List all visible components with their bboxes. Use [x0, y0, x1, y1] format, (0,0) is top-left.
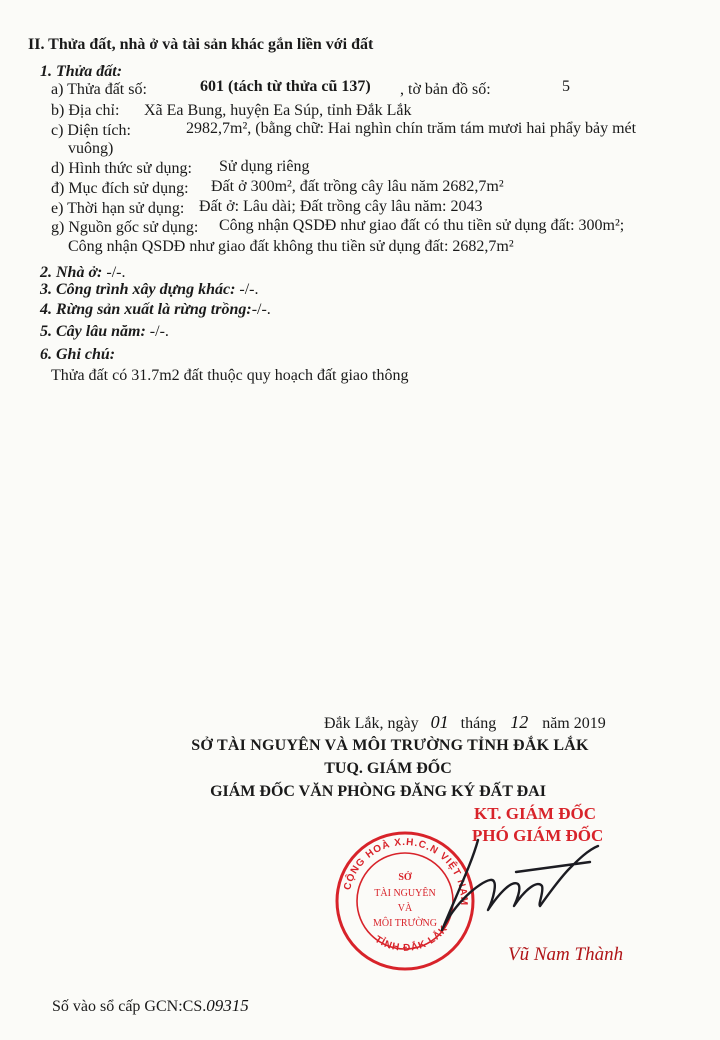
item-forest-label: 4. Rừng sản xuất là rừng trồng: — [40, 301, 252, 318]
item-other-works — [40, 280, 259, 300]
area-value-line2: vuông) — [68, 140, 114, 157]
note-text: Thửa đất có 31.7m2 đất thuộc quy hoạch đất giao thông — [51, 367, 409, 384]
seal-bottom-text: TỈNH ĐẮK LẮK — [372, 923, 451, 954]
parcel-label: a) Thửa đất số: — [51, 81, 147, 98]
item-other-works-value: -/-. — [235, 281, 259, 298]
term-value: Đất ở: Lâu dài; Đất trồng cây lâu năm: 2043 — [199, 198, 483, 215]
item-house-label: 2. Nhà ở: — [40, 264, 103, 281]
place-date — [324, 712, 606, 734]
purpose-value: Đất ở 300m², đất trồng cây lâu năm 2682,7m² — [211, 178, 504, 195]
month-label: tháng — [460, 715, 497, 732]
item-perennial-label: 5. Cây lâu năm: — [40, 323, 146, 340]
usage-form-label: d) Hình thức sử dụng: — [51, 160, 192, 177]
map-label: , tờ bản đồ số: — [400, 81, 491, 98]
item-other-works-label: 3. Công trình xây dựng khác: — [40, 281, 236, 298]
address-value: Xã Ea Bung, huyện Ea Súp, tỉnh Đắk Lắk — [144, 102, 412, 119]
registry-label: Số vào sổ cấp GCN:CS. — [52, 998, 207, 1015]
area-value-line1: 2982,7m², (bằng chữ: Hai nghìn chín trăm tám mươi hai phẩy bảy mét — [186, 120, 637, 137]
item-house-value: -/-. — [102, 264, 126, 281]
origin-label: g) Nguồn gốc sử dụng: — [51, 219, 199, 236]
usage-form-value: Sử dụng riêng — [219, 158, 310, 175]
purpose-label: đ) Mục đích sử dụng: — [51, 180, 189, 197]
origin-value-line1: Công nhận QSDĐ như giao đất có thu tiền sử dụng đất: 300m²; — [219, 217, 625, 234]
area-label: c) Diện tích: — [51, 122, 131, 139]
seal-center-line1: SỞ — [398, 872, 412, 883]
land-heading: 1. Thửa đất: — [40, 63, 123, 80]
item-forest-value: -/-. — [251, 301, 271, 318]
date-month: 12 — [510, 712, 529, 732]
item-notes — [40, 345, 115, 365]
handwritten-signature — [420, 832, 620, 942]
address-label: b) Địa chỉ: — [51, 102, 120, 119]
term-label: e) Thời hạn sử dụng: — [51, 200, 185, 217]
year-label: năm 2019 — [542, 715, 606, 732]
seal-center-line4: MÔI TRƯỜNG — [373, 918, 437, 929]
registry-number — [52, 996, 249, 1017]
org-line3: GIÁM ĐỐC VĂN PHÒNG ĐĂNG KÝ ĐẤT ĐAI — [210, 783, 546, 800]
item-forest — [40, 300, 271, 320]
origin-value-line2: Công nhận QSDĐ như giao đất không thu tiền sử dụng đất: 2682,7m² — [68, 238, 514, 255]
parcel-value: 601 (tách từ thửa cũ 137) — [200, 78, 371, 95]
item-notes-label: 6. Ghi chú: — [40, 346, 116, 363]
kt-line1: KT. GIÁM ĐỐC — [474, 804, 596, 823]
registry-value: 09315 — [206, 996, 249, 1015]
map-value: 5 — [562, 78, 570, 95]
signer-name: Vũ Nam Thành — [508, 944, 624, 965]
item-perennial-value: -/-. — [145, 323, 169, 340]
org-line1: SỞ TÀI NGUYÊN VÀ MÔI TRƯỜNG TỈNH ĐẮK LẮK — [191, 737, 589, 754]
seal-center-line3: VÀ — [397, 903, 413, 914]
seal-ring-text: CỘNG HOÀ X.H.C.N VIỆT NAM — [342, 836, 470, 907]
date-day: 01 — [430, 712, 449, 732]
kt-line2: PHÓ GIÁM ĐỐC — [472, 826, 604, 845]
item-perennial — [40, 322, 169, 342]
org-line2: TUQ. GIÁM ĐỐC — [324, 760, 452, 777]
place-date-prefix: Đắk Lắk, ngày — [324, 715, 419, 732]
section-title: II. Thửa đất, nhà ở và tài sản khác gắn liền với đất — [28, 36, 374, 53]
seal-center-line2: TÀI NGUYÊN — [374, 888, 436, 899]
